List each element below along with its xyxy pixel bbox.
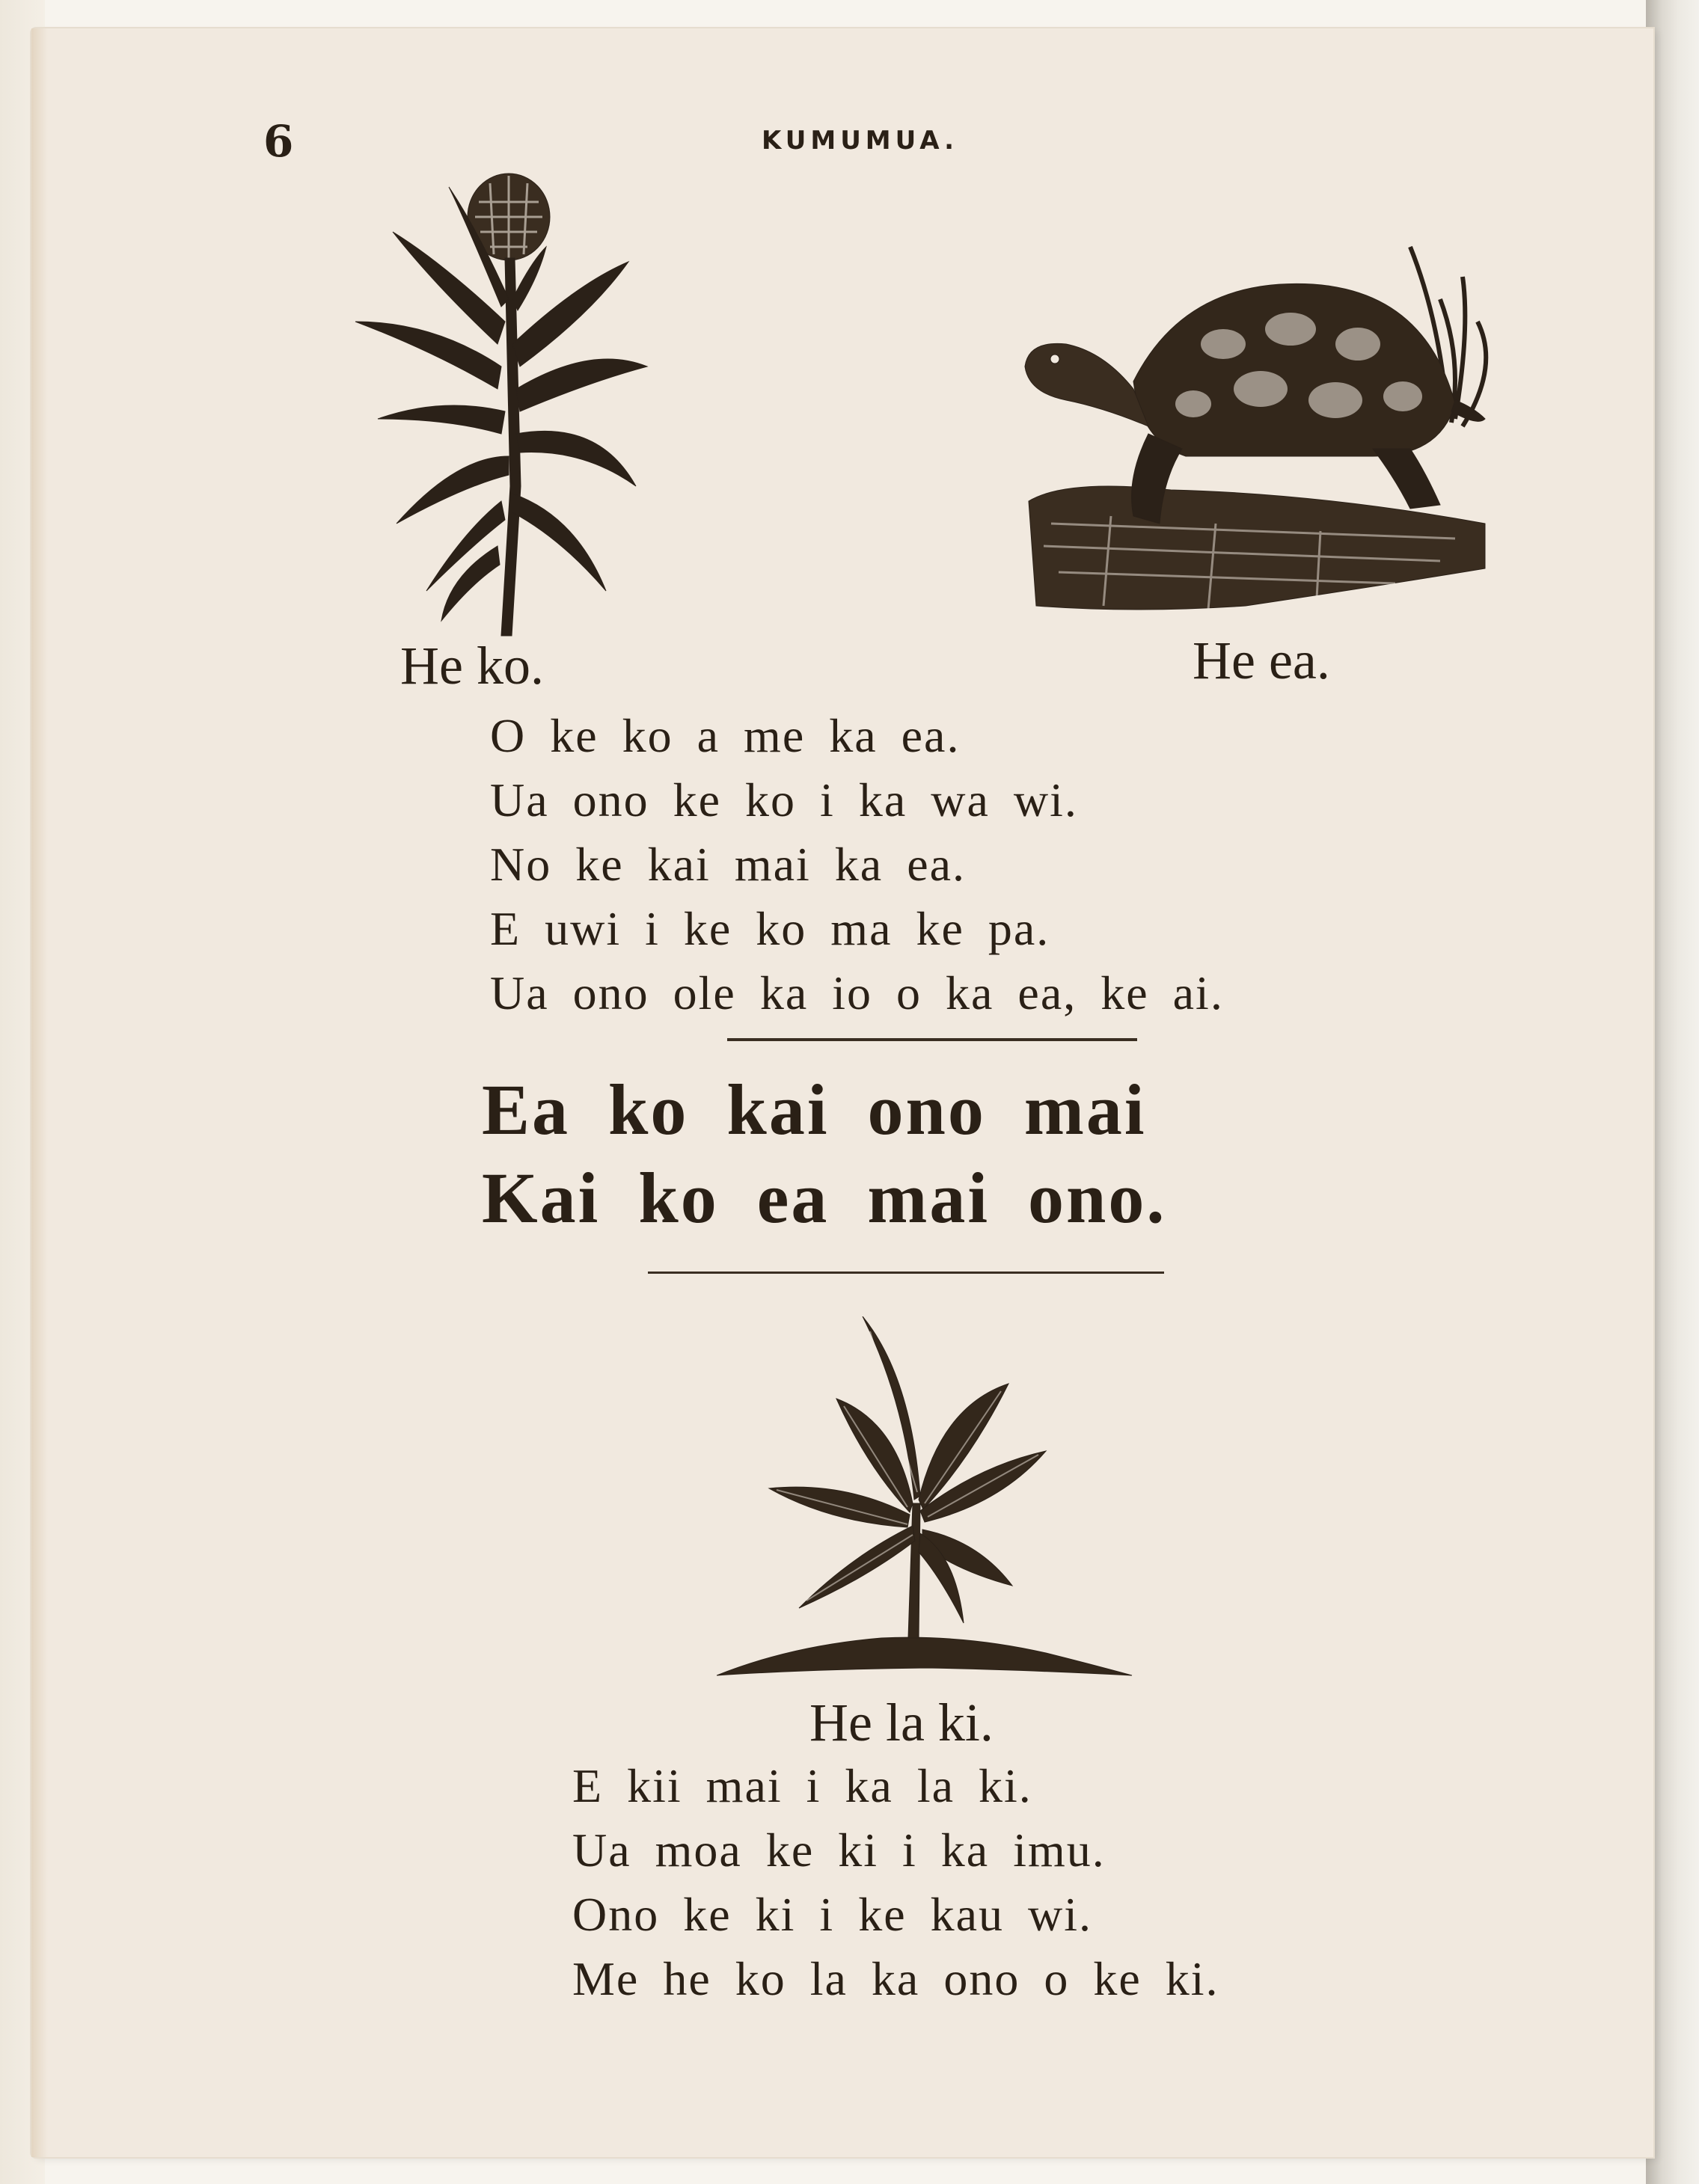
lesson-line: Ua ono ole ka io o ka ea, ke ai. — [490, 966, 1224, 1019]
lesson-line: Ua ono ke ko i ka wa wi. — [490, 773, 1078, 826]
sapling-tree-woodcut-icon — [717, 1316, 1136, 1690]
pineapple-plant-woodcut-icon — [352, 172, 651, 643]
page-number: 6 — [263, 116, 294, 167]
lesson-line: Me he ko la ka ono o ke ki. — [572, 1952, 1219, 2005]
caption-he-ko: He ko. — [400, 636, 544, 696]
lesson-line: E uwi i ke ko ma ke pa. — [490, 902, 1050, 955]
verse-line: Kai ko ea mai ono. — [482, 1158, 1167, 1238]
next-page-edge — [1646, 0, 1699, 2184]
lesson-line: E kii mai i ka la ki. — [572, 1759, 1032, 1812]
lesson-line: Ono ke ki i ke kau wi. — [572, 1888, 1092, 1941]
lesson-ki — [572, 1754, 1219, 2011]
lesson-line: O ke ko a me ka ea. — [490, 709, 961, 762]
caption-he-la-ki: He la ki. — [809, 1693, 994, 1752]
turtle-woodcut-icon — [1021, 232, 1489, 628]
divider-rule — [727, 1038, 1137, 1041]
divider-rule — [648, 1272, 1164, 1274]
caption-he-ea: He ea. — [1193, 631, 1330, 690]
lesson-ko-ea — [490, 704, 1224, 1025]
running-head: KUMUMUA. — [762, 126, 959, 156]
verse-line: Ea ko kai ono mai — [482, 1070, 1147, 1150]
lesson-line: Ua moa ke ki i ka imu. — [572, 1823, 1106, 1877]
verse — [482, 1066, 1166, 1242]
lesson-line: No ke kai mai ka ea. — [490, 838, 966, 891]
